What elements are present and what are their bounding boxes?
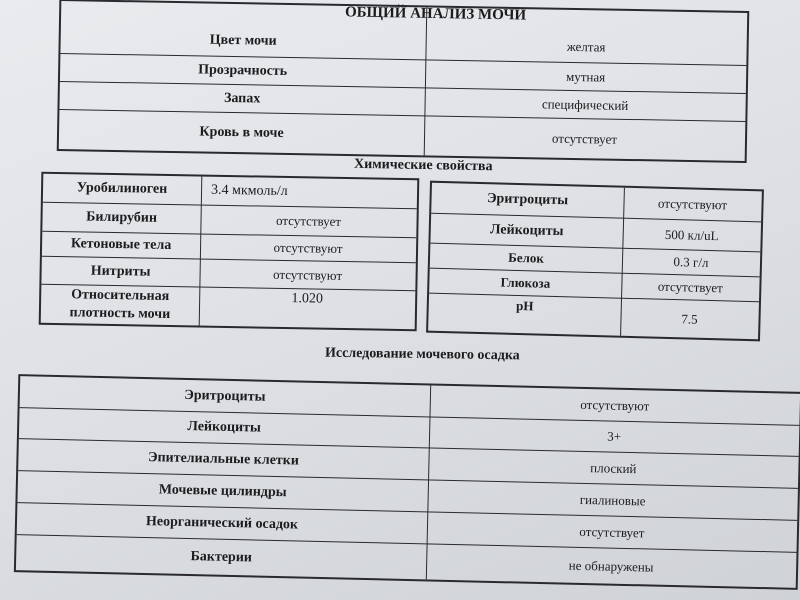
sediment-table bbox=[14, 374, 800, 590]
row-value: 3+ bbox=[607, 428, 622, 444]
row-value: 0.3 г/л bbox=[673, 254, 709, 270]
general-properties-table bbox=[57, 0, 750, 163]
row-value: отсутствуют bbox=[657, 195, 728, 213]
row-value: не обнаружены bbox=[568, 557, 654, 575]
row-value: отсутствует bbox=[657, 278, 724, 296]
row-label: Нитриты bbox=[90, 263, 151, 280]
row-value: 7.5 bbox=[681, 310, 698, 327]
row-value: отсутствует bbox=[551, 130, 618, 147]
row-value: гиалиновые bbox=[579, 491, 646, 508]
row-label: Уробилиноген bbox=[76, 180, 168, 197]
table-row bbox=[428, 293, 759, 340]
sediment-section-title: Исследование мочевого осадка bbox=[324, 345, 520, 364]
row-value: отсутствуют bbox=[580, 396, 650, 413]
row-value: отсутствует bbox=[275, 212, 342, 229]
chemical-right-table bbox=[426, 181, 764, 342]
row-value: плоский bbox=[590, 459, 637, 476]
row-value: 1.020 bbox=[291, 291, 324, 307]
row-label: Эпителиальные клетки bbox=[147, 449, 300, 469]
row-label: Запах bbox=[223, 90, 261, 107]
row-value: мутная bbox=[565, 68, 606, 85]
row-label: Билирубин bbox=[86, 209, 158, 226]
row-label: Эритроциты bbox=[486, 191, 569, 209]
row-value: специфический bbox=[541, 95, 629, 113]
row-value: отсутствуют bbox=[273, 239, 343, 256]
row-value: отсутствуют bbox=[272, 266, 343, 283]
row-value: 3.4 мкмоль/л bbox=[210, 182, 288, 200]
row-value: желтая bbox=[566, 38, 606, 55]
row-label: Эритроциты bbox=[184, 387, 266, 405]
chemical-left-table bbox=[39, 172, 420, 332]
row-label: Бактерии bbox=[190, 548, 253, 565]
table-row bbox=[41, 284, 416, 330]
row-value: отсутствует bbox=[579, 523, 645, 540]
row-label: Неорганический осадок bbox=[145, 513, 299, 533]
row-label: pH bbox=[515, 297, 534, 314]
row-label: Белок bbox=[508, 249, 545, 266]
row-label: Лейкоциты bbox=[187, 418, 262, 436]
report-title: ОБЩИЙ АНАЛИЗ МОЧИ bbox=[344, 4, 527, 24]
row-label: Лейкоциты bbox=[489, 221, 564, 239]
row-label: Цвет мочи bbox=[209, 32, 277, 49]
row-value: 500 кл/uL bbox=[664, 226, 719, 243]
row-label: Относительная плотность мочи bbox=[69, 287, 171, 322]
row-label: Кетоновые тела bbox=[70, 236, 172, 253]
row-label: Мочевые цилиндры bbox=[158, 481, 287, 500]
row-label: Глюкоза bbox=[500, 274, 551, 291]
row-label: Прозрачность bbox=[198, 61, 288, 79]
row-label: Кровь в моче bbox=[199, 123, 284, 141]
chemical-section-title: Химические свойства bbox=[353, 156, 493, 175]
